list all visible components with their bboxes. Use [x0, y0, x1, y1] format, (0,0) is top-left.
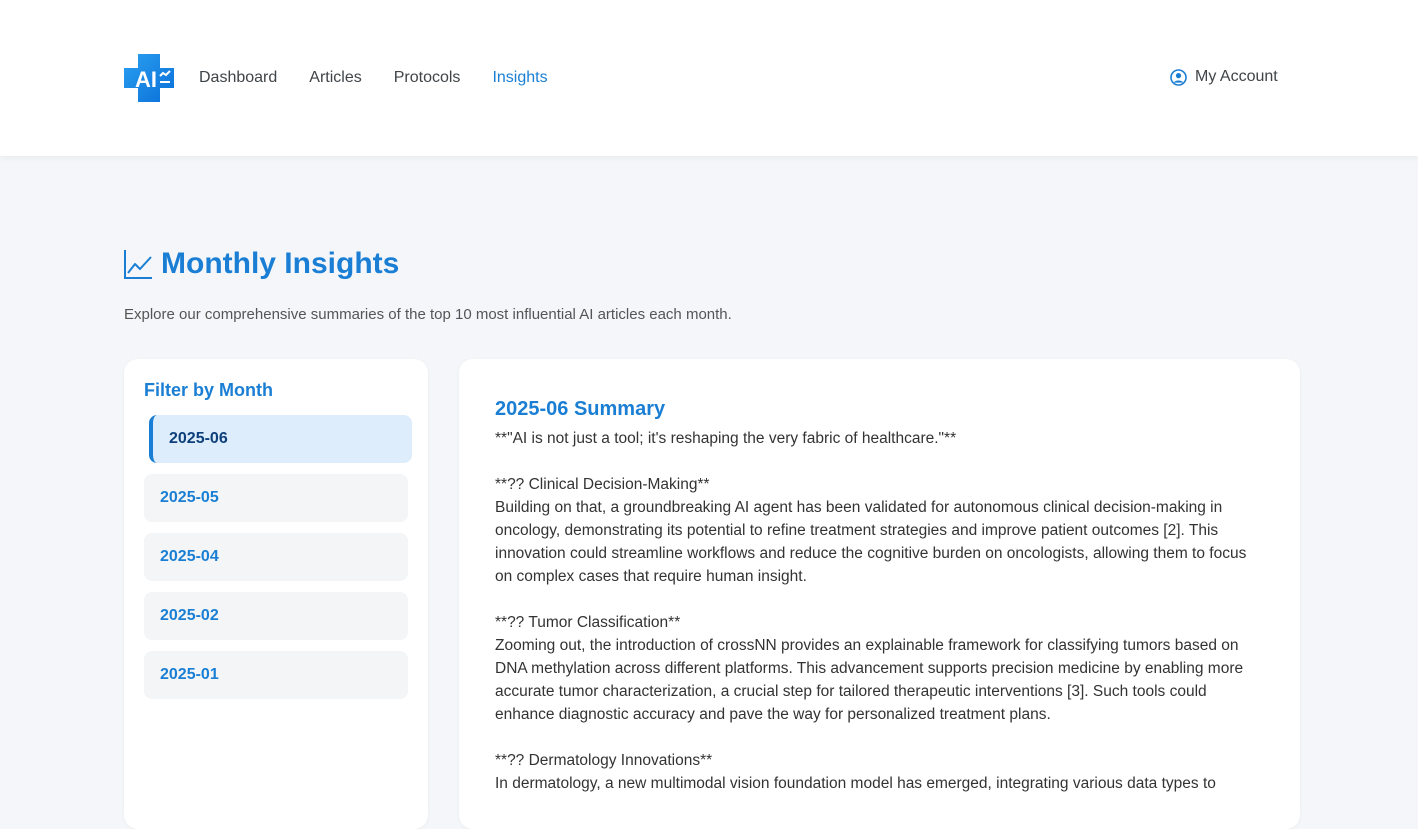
section-heading: **?? Dermatology Innovations** — [495, 752, 713, 769]
nav-insights[interactable]: Insights — [492, 69, 548, 86]
nav-protocols[interactable]: Protocols — [393, 69, 461, 86]
main-nav — [199, 68, 548, 88]
section-body: Building on that, a groundbreaking AI agent has been validated for autonomous clinical decision-making in oncology, demonstrating its potential to refine treatment strategies and improve patient outcomes [2]. This innovation could streamline workflows and reduce the cognitive burden on oncologists, allowing them to focus on complex cases that require human insight. — [495, 499, 1247, 585]
month-item-2025-05[interactable]: 2025-05 — [144, 474, 408, 522]
ai-logo-icon[interactable] — [124, 54, 174, 102]
top-header — [0, 0, 1418, 156]
section-body: Zooming out, the introduction of crossNN provides an explainable framework for classifying tumors based on DNA methylation across different platforms. This advancement supports precision medicine by enabling more accurate tumor characterization, a crucial step for tailored therapeutic interventions [3]. Such tools could enhance diagnostic accuracy and pave the way for personalized treatment plans. — [495, 637, 1244, 723]
summary-panel — [459, 359, 1300, 829]
page-heading: Monthly Insights — [161, 247, 400, 280]
user-circle-icon — [1170, 69, 1187, 86]
section-body: In dermatology, a new multimodal vision foundation model has emerged, integrating various data types to — [495, 775, 1216, 792]
summary-quote: **"AI is not just a tool; it's reshaping the very fabric of healthcare."** — [495, 430, 957, 447]
month-filter-panel — [124, 359, 428, 829]
my-account-link[interactable] — [1170, 68, 1278, 86]
month-item-2025-06[interactable]: 2025-06 — [149, 415, 412, 463]
summary-section — [495, 749, 1264, 795]
nav-articles[interactable]: Articles — [309, 69, 362, 86]
svg-text:AI: AI — [135, 67, 157, 92]
month-list — [144, 415, 408, 699]
summary-section — [495, 611, 1264, 726]
month-item-2025-04[interactable]: 2025-04 — [144, 533, 408, 581]
page-subtitle: Explore our comprehensive summaries of the top 10 most influential AI articles each month. — [124, 306, 732, 323]
filter-title: Filter by Month — [144, 380, 273, 400]
month-item-2025-01[interactable]: 2025-01 — [144, 651, 408, 699]
nav-dashboard[interactable]: Dashboard — [199, 69, 278, 86]
section-heading: **?? Tumor Classification** — [495, 614, 681, 631]
summary-title: 2025-06 Summary — [495, 398, 666, 420]
section-heading: **?? Clinical Decision-Making** — [495, 476, 710, 493]
summary-section — [495, 473, 1264, 588]
line-chart-icon — [124, 249, 152, 279]
my-account-label: My Account — [1195, 68, 1278, 85]
page-title — [124, 246, 399, 282]
month-item-2025-02[interactable]: 2025-02 — [144, 592, 408, 640]
